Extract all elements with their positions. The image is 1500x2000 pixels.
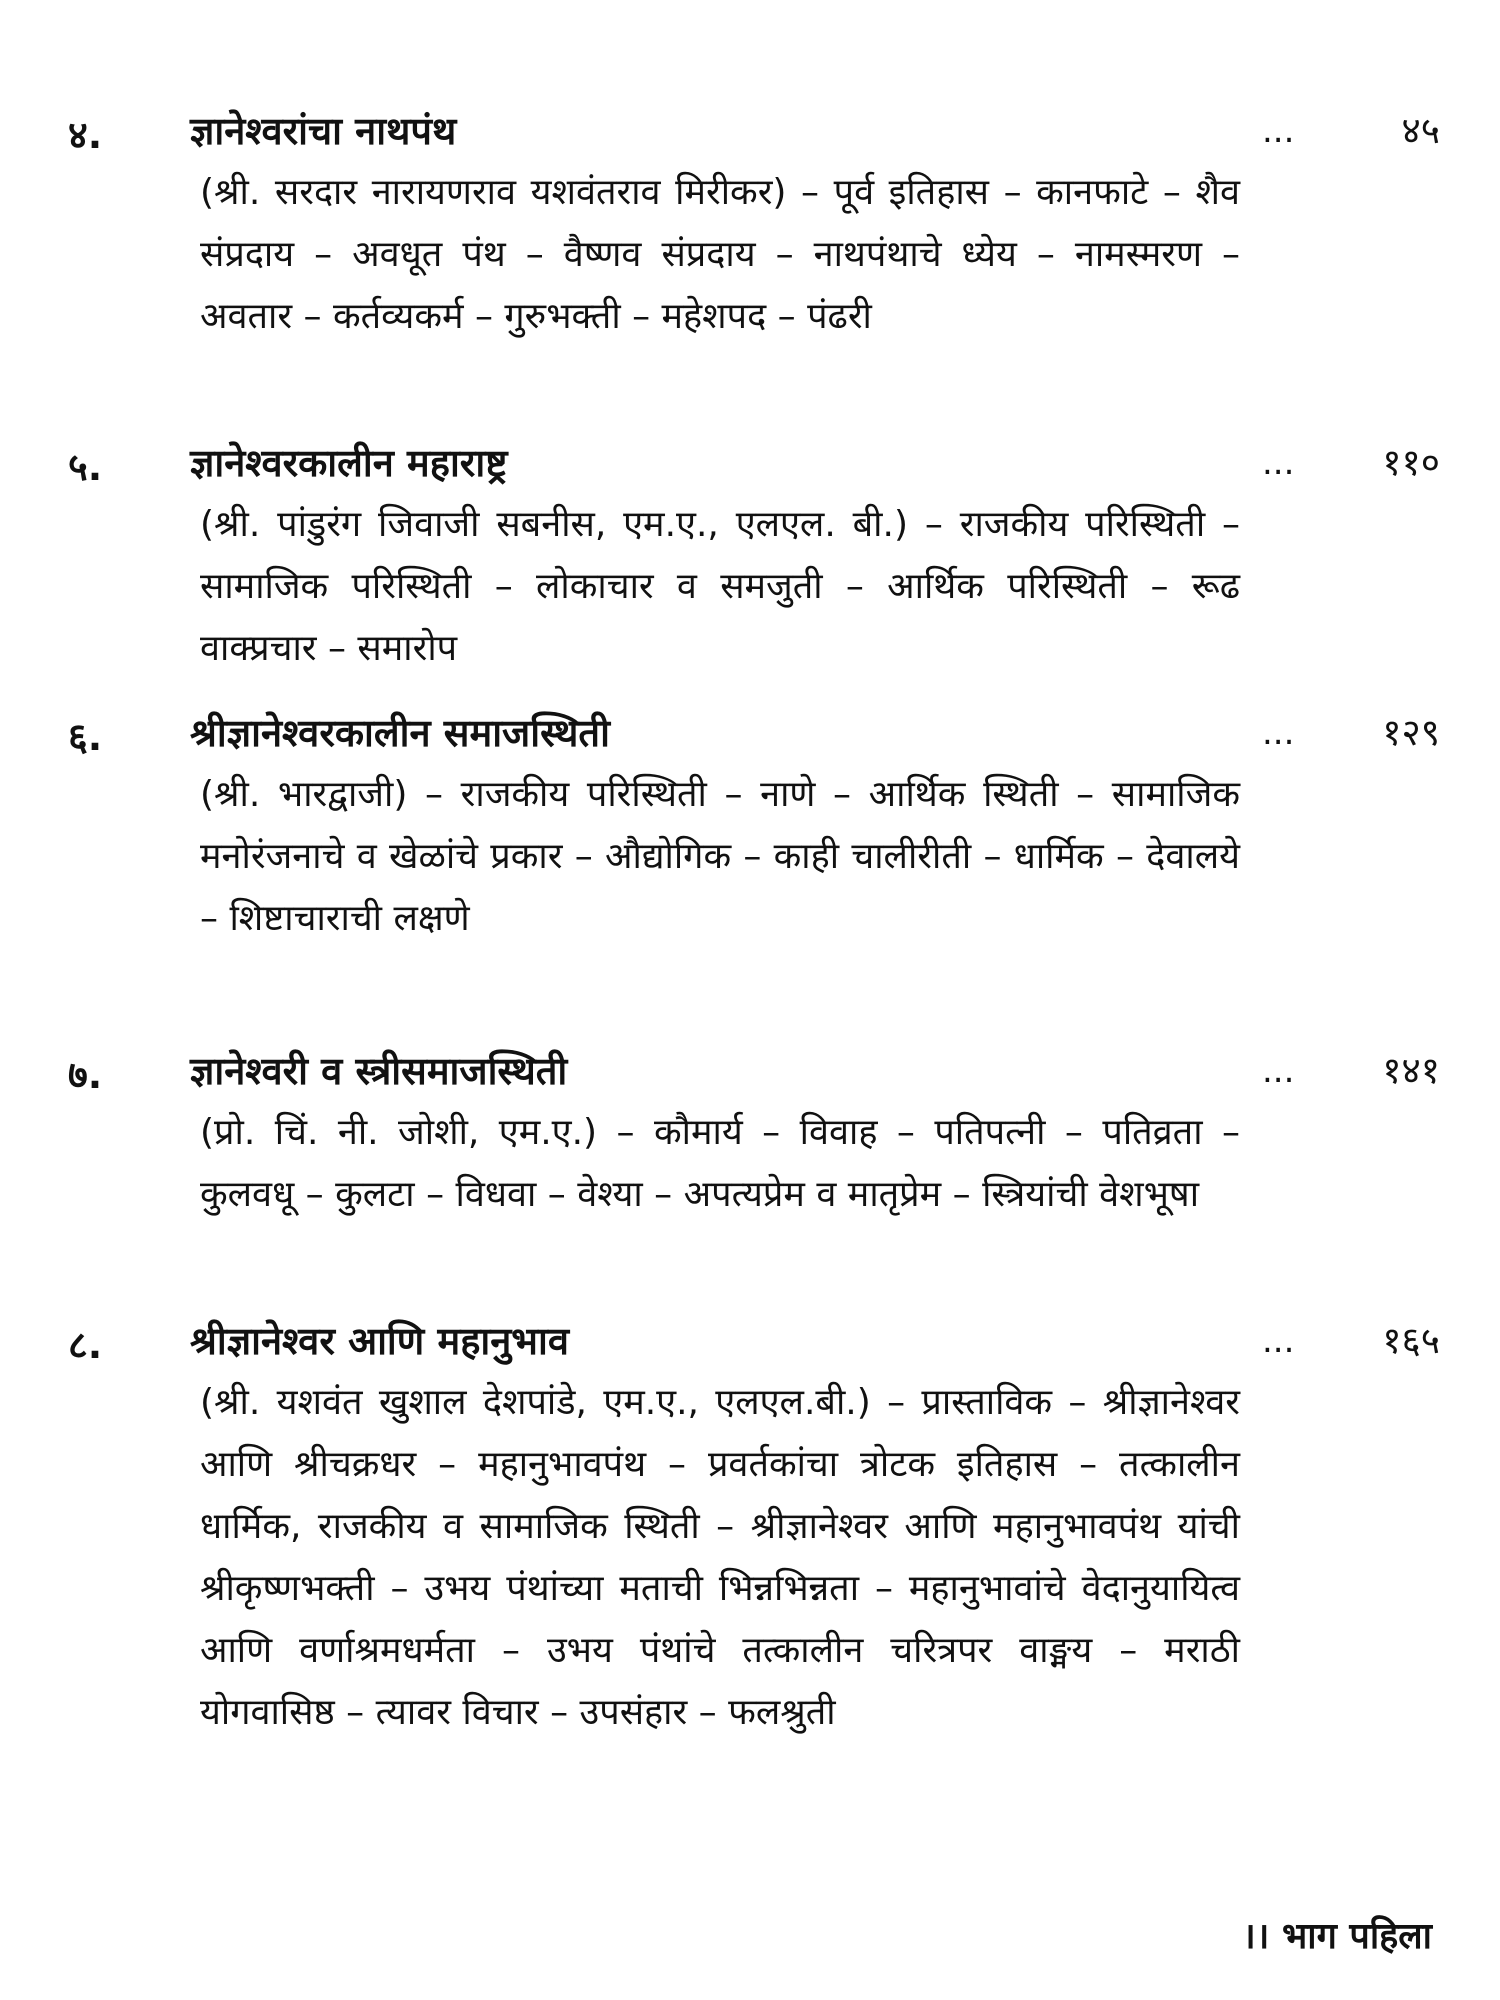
chapter-description: (श्री. भारद्वाजी) – राजकीय परिस्थिती – नाणे – आर्थिक स्थिती – सामाजिक मनोरंजनाचे व खेळांचे प्रकार – औद्योगिक – काही चालीरीती – धार्मिक – देवालये – शिष्टाचाराची लक्षणे — [200, 774, 1240, 939]
chapter-page-number: ४५ — [1401, 109, 1440, 152]
chapter-number: ४. — [68, 113, 103, 157]
chapter-description: (प्रो. चिं. नी. जोशी, एम.ए.) – कौमार्य – विवाह – पतिपत्नी – पतिव्रता – कुलवधू – कुलटा – विधवा – वेश्या – अपत्यप्रेम व मातृप्रेम – स्त्रियांची वेशभूषा — [200, 1112, 1240, 1215]
chapter-page-number: ११० — [1382, 441, 1440, 484]
leader-dots: ... — [1262, 1051, 1295, 1091]
chapter-title[interactable]: ज्ञानेश्वरकालीन महाराष्ट्र — [190, 441, 508, 485]
chapter-number: ५. — [68, 445, 103, 489]
chapter-page-number: १२९ — [1382, 711, 1440, 754]
leader-dots: ... — [1262, 443, 1295, 483]
section-footer-label: ।। भाग पहिला — [1242, 1916, 1432, 1957]
leader-dots: ... — [1262, 1321, 1295, 1361]
chapter-number: ८. — [68, 1323, 103, 1367]
chapter-page-number: १४१ — [1382, 1049, 1440, 1092]
chapter-number: ६. — [68, 715, 103, 759]
chapter-title[interactable]: श्रीज्ञानेश्वरकालीन समाजस्थिती — [190, 711, 610, 755]
chapter-title[interactable]: ज्ञानेश्वरी व स्त्रीसमाजस्थिती — [190, 1049, 568, 1093]
chapter-page-number: १६५ — [1382, 1319, 1440, 1362]
chapter-number: ७. — [68, 1053, 103, 1097]
chapter-title[interactable]: ज्ञानेश्वरांचा नाथपंथ — [190, 109, 457, 153]
chapter-description: (श्री. सरदार नारायणराव यशवंतराव मिरीकर) – पूर्व इतिहास – कानफाटे – शैव संप्रदाय – अवधूत पंथ – वैष्णव संप्रदाय – नाथपंथाचे ध्येय – नामस्मरण – अवतार – कर्तव्यकर्म – गुरुभक्ती – महेशपद – पंढरी — [200, 172, 1240, 337]
chapter-description: (श्री. यशवंत खुशाल देशपांडे, एम.ए., एलएल.बी.) – प्रास्ताविक – श्रीज्ञानेश्वर आणि श्रीचक्रधर – महानुभावपंथ – प्रवर्तकांचा त्रोटक इतिहास – तत्कालीन धार्मिक, राजकीय व सामाजिक स्थिती – श्रीज्ञानेश्वर आणि महानुभावपंथ यांची श्रीकृष्णभक्ती – उभय पंथांच्या मताची भिन्नभिन्नता – महानुभावांचे वेदानुयायित्व आणि वर्णाश्रमधर्मता – उभय पंथांचे तत्कालीन चरित्रपर वाङ्मय – मराठी योगवासिष्ठ – त्यावर विचार – उपसंहार – फलश्रुती — [200, 1382, 1240, 1733]
leader-dots: ... — [1262, 713, 1295, 753]
leader-dots: ... — [1262, 111, 1295, 151]
chapter-description: (श्री. पांडुरंग जिवाजी सबनीस, एम.ए., एलएल. बी.) – राजकीय परिस्थिती – सामाजिक परिस्थिती – लोकाचार व समजुती – आर्थिक परिस्थिती – रूढ वाक्प्रचार – समारोप — [200, 504, 1240, 669]
chapter-title[interactable]: श्रीज्ञानेश्वर आणि महानुभाव — [190, 1319, 569, 1363]
